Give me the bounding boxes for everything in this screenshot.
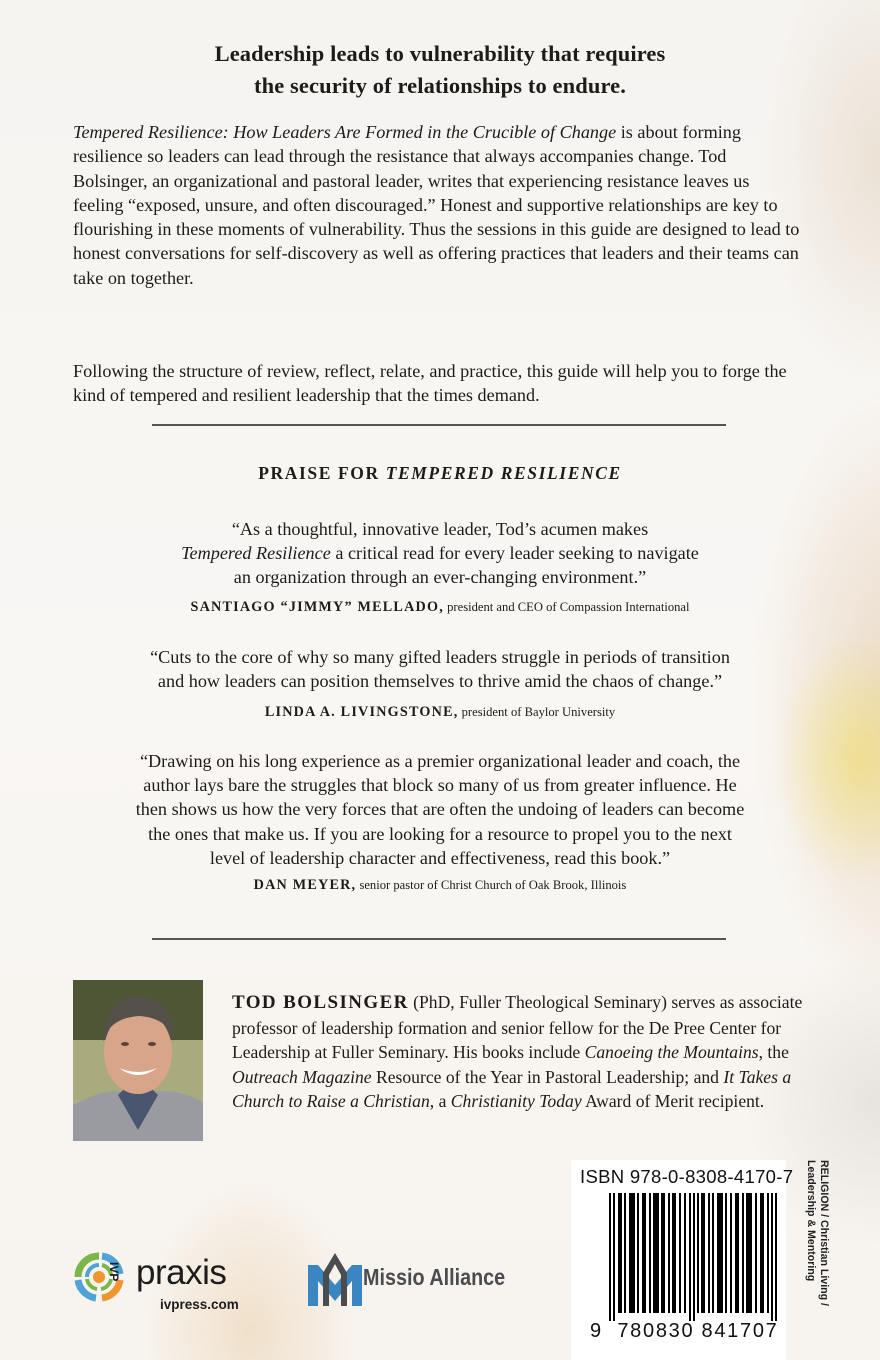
tagline-line-1: Leadership leads to vulnerability that requires bbox=[214, 41, 666, 66]
book-title: It Takes a Church to Raise a Christian bbox=[232, 1066, 792, 1111]
barcode-digits bbox=[590, 1320, 778, 1343]
quote-line: “As a thoughtful, innovative leader, Tod’s acumen makes bbox=[231, 519, 649, 539]
award-name: Christianity Today bbox=[450, 1091, 582, 1111]
missio-alliance-logo-icon bbox=[306, 1251, 364, 1307]
author-photo bbox=[73, 980, 203, 1141]
ivp-vertical-label: IVP bbox=[107, 1262, 121, 1282]
shelving-category bbox=[790, 1160, 830, 1330]
endorser-attribution bbox=[40, 599, 840, 616]
bio-text: Award of Merit recipient. bbox=[581, 1091, 765, 1111]
endorser-role: president of Baylor University bbox=[458, 705, 616, 719]
author-bio bbox=[232, 990, 822, 1114]
book-title: Canoeing the Mountains bbox=[584, 1042, 759, 1062]
barcode-lead-digit: 9 bbox=[590, 1320, 603, 1342]
bio-text: , a bbox=[429, 1091, 451, 1111]
bio-text: serves as associate professor of leadership formation and senior fellow for the De Pree Center for Leadership at Fuller Seminary. His books include bbox=[232, 992, 803, 1062]
tagline-line-2: the security of relationships to endure. bbox=[254, 73, 626, 98]
endorsement-quote bbox=[40, 749, 840, 870]
author-name: TOD BOLSINGER bbox=[232, 992, 409, 1013]
praise-heading-title: TEMPERED RESILIENCE bbox=[385, 463, 622, 483]
quote-line: “Drawing on his long experience as a premier organizational leader and coach, the bbox=[139, 751, 741, 771]
bio-text: Resource of the Year in Pastoral Leadership; and bbox=[371, 1066, 724, 1087]
author-portrait-icon bbox=[73, 980, 203, 1141]
endorser-name: SANTIAGO “JIMMY” MELLADO, bbox=[190, 599, 444, 615]
quote-line: author lays bare the struggles that block so many of us from greater influence. He bbox=[143, 775, 737, 796]
category-line: RELIGION / Christian Living / bbox=[818, 1160, 830, 1306]
endorser-role: senior pastor of Christ Church of Oak Brook, Illinois bbox=[356, 878, 627, 892]
publisher-url: ivpress.com bbox=[160, 1297, 239, 1312]
quote-text: a critical read for every leader seeking to navigate bbox=[330, 543, 699, 564]
praxis-wordmark: praxis bbox=[136, 1253, 227, 1292]
praise-heading-prefix: PRAISE FOR bbox=[258, 463, 386, 483]
quote-line: the ones that make us. If you are looking for a resource to propel you to the next bbox=[148, 823, 732, 844]
bio-text: , the bbox=[758, 1042, 789, 1062]
isbn-label: ISBN 978-0-8308-4170-7 bbox=[580, 1166, 794, 1187]
barcode-number: 780830 841707 bbox=[617, 1320, 779, 1342]
author-credential: (PhD, Fuller Theological Seminary) bbox=[408, 992, 667, 1012]
praise-heading bbox=[0, 463, 880, 484]
award-name: Outreach Magazine bbox=[232, 1066, 372, 1087]
quote-line: an organization through an ever-changing environment.” bbox=[233, 567, 647, 588]
missio-alliance-wordmark: Missio Alliance bbox=[363, 1264, 506, 1290]
divider bbox=[152, 938, 726, 940]
quote-line: level of leadership character and effectiveness, read this book.” bbox=[209, 847, 671, 868]
endorser-name: LINDA A. LIVINGSTONE, bbox=[264, 704, 459, 720]
quote-line: then shows us how the very forces that are often the undoing of leaders can become bbox=[135, 799, 745, 820]
barcode-icon bbox=[609, 1193, 777, 1321]
quote-line: “Cuts to the core of why so many gifted leaders struggle in periods of transition bbox=[150, 647, 730, 667]
endorser-attribution bbox=[40, 704, 840, 721]
endorser-role: president and CEO of Compassion International bbox=[443, 600, 690, 614]
endorsement-quote bbox=[40, 645, 840, 693]
category-line: Leadership & Mentoring bbox=[805, 1160, 817, 1282]
endorser-name: DAN MEYER, bbox=[253, 877, 357, 893]
description-text: is about forming resilience so leaders can lead through the resistance that always accompanies change. Tod Bolsinger, an organizational and pastoral leader, writes that experiencing resistance leaves us feeling “exposed, unsure, and often discouraged.” Honest and supportive relationships are key to flourishing in these moments of vulnerability. Thus the sessions in this guide are designed to lead to honest conversations for self-discovery as well as offering practices that leaders and their teams can take on together. bbox=[73, 122, 800, 288]
quote-line: and how leaders can position themselves to thrive amid the chaos of change.” bbox=[157, 671, 723, 692]
divider bbox=[152, 424, 726, 426]
book-title: Tempered Resilience: How Leaders Are Formed in the Crucible of Change bbox=[73, 122, 617, 142]
book-description bbox=[73, 120, 803, 290]
quote-book-title: Tempered Resilience bbox=[181, 543, 331, 564]
endorsement-quote bbox=[40, 517, 840, 590]
tagline bbox=[0, 38, 880, 102]
description-paragraph-2: Following the structure of review, reflect, relate, and practice, this guide will help you to forge the kind of tempered and resilient leadership that the times demand. bbox=[73, 361, 787, 406]
endorser-attribution bbox=[40, 877, 840, 894]
quote-line bbox=[40, 541, 840, 565]
